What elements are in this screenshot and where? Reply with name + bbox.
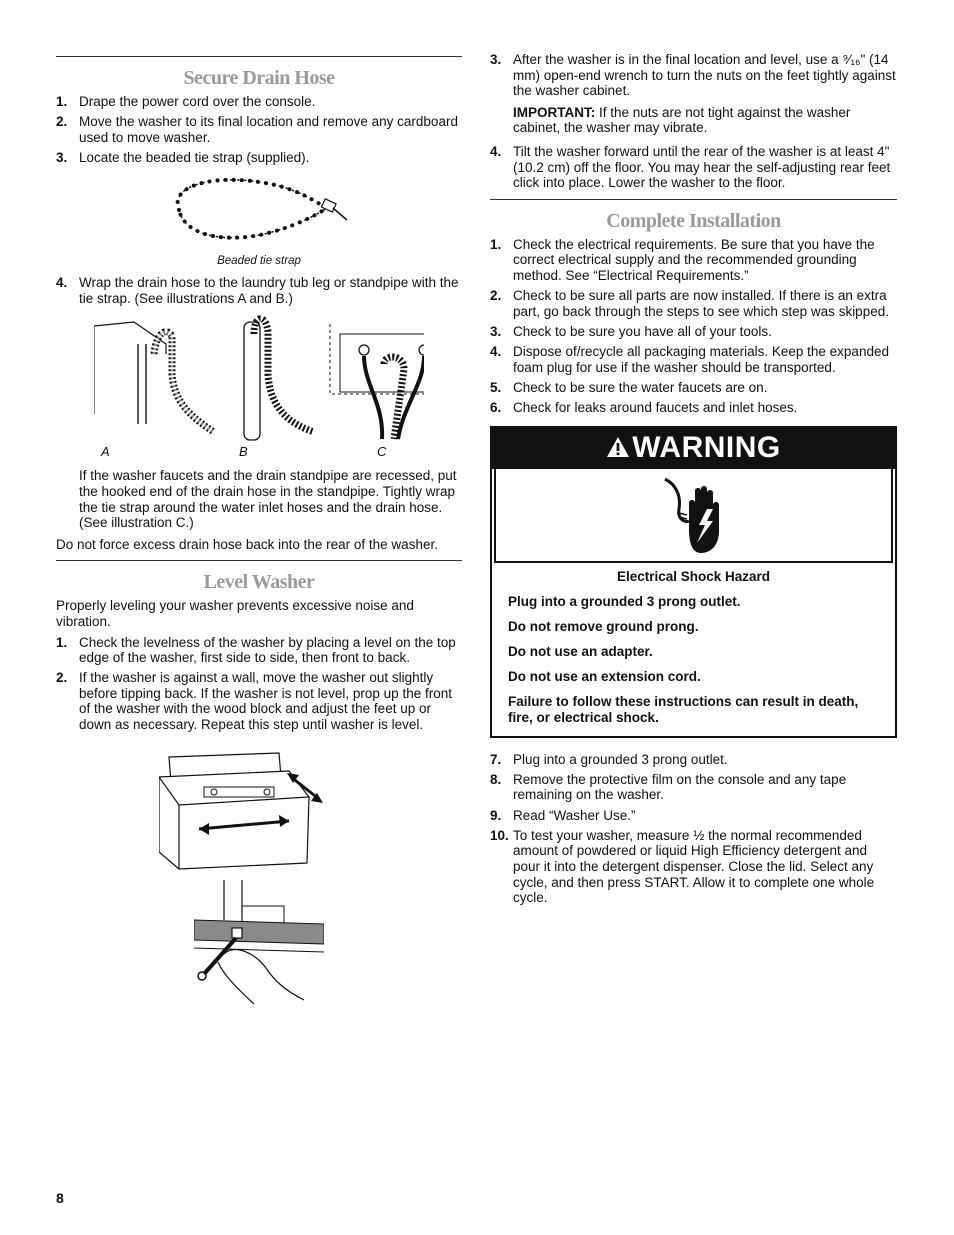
warning-box [490,426,897,738]
section-divider [56,56,462,57]
list-item: 6. Check for leaks around faucets and inlet hoses. [490,400,798,416]
list-item: 4. Wrap the drain hose to the laundry tub leg or standpipe with the tie strap. (See illustrations A and B.) [56,275,459,306]
list-item: 2. Check to be sure all parts are now installed. If there is an extra part, go back through the steps to see which step was skipped. [490,288,889,319]
tie-strap-caption: Beaded tie strap [217,255,301,268]
warning-line: Plug into a grounded 3 prong outlet. [508,593,741,609]
illustration-a [94,322,214,432]
section-title-complete-installation: Complete Installation [606,209,781,232]
electrical-shock-icon [661,475,733,557]
drain-hose-illustrations [94,314,424,444]
label-a: A [101,444,110,460]
right-column [490,52,897,910]
section-title-secure-drain-hose: Secure Drain Hose [183,67,335,89]
warning-line: Do not remove ground prong. [508,618,699,634]
level-steps-continued [490,52,897,191]
important-note: IMPORTANT: If the nuts are not tight against the washer cabinet, the washer may vibrate. [513,104,851,136]
list-item: 9. Read “Washer Use.” [490,807,636,823]
list-item: 10. To test your washer, measure ½ the normal recommended amount of powdered or liquid High Efficiency detergent and pour it into the detergent dispenser. Close the lid. Select any cycle, and then press START. Allow it to complete one whole cycle. [490,827,875,906]
list-item: 3. Locate the beaded tie strap (supplied). [56,149,310,165]
secure-steps-list [56,94,462,166]
warning-line: Do not use an adapter. [508,643,653,659]
warning-line: Failure to follow these instructions can result in death, fire, or electrical shock. [508,693,859,725]
section-title-level-washer: Level Washer [203,571,315,594]
level-steps-list [56,635,462,733]
list-item: 2. If the washer is against a wall, move the washer out slightly before tipping back. If the washer is not level, prop up the front of the washer with the wood block and adjust the feet up or down as necessary. Repeat this step until washer is level. [56,670,452,733]
list-item: 4. Dispose of/recycle all packaging materials. Keep the expanded foam plug for use if the washer should be transported. [490,344,889,375]
list-item: 1. Check the electrical requirements. Be sure that you have the correct electrical supply and the recommended grounding method. See “Electrical Requirements.” [490,236,875,283]
warning-icon-area [494,469,893,563]
left-column [56,56,462,1010]
beaded-tie-strap-illustration [159,170,359,252]
illustration-c [330,324,424,439]
warning-line: Do not use an extension cord. [508,668,701,684]
label-c: C [377,444,387,460]
illustration-b [244,319,314,440]
illustration-labels [56,444,462,464]
list-item: 7. Plug into a grounded 3 prong outlet. [490,751,728,767]
list-item: 2. Move the washer to its final location and remove any cardboard used to move washer. [56,114,458,145]
hazard-title: Electrical Shock Hazard [616,568,771,584]
list-item: 4. Tilt the washer forward until the rear of the washer is at least 4" (10.2 cm) off the floor. You may hear the self-adjusting rear feet click into place. Lower the washer to the floor. [490,143,891,191]
force-note: Do not force excess drain hose back into the rear of the washer. [56,536,438,552]
warning-body [492,563,895,736]
list-item: 1. Check the levelness of the washer by placing a level on the top edge of the washer, first side to side, then front to back. [56,634,456,666]
warning-header: WARNING [492,428,895,469]
secure-step-4 [56,275,462,306]
list-item: 5. Check to be sure the water faucets are on. [490,379,768,395]
list-item: 1. Drape the power cord over the console. [56,94,316,109]
complete-steps-list [490,237,897,416]
complete-steps-list-2 [490,752,897,906]
wrench-foot-illustration [194,880,324,1010]
list-item: 3. After the washer is in the final location and level, use a ⁹⁄₁₆" (14 mm) open-end wrench to turn the nuts on the feet tightly against the washer cabinet. IMPORTANT: If the nuts are not tight against the washer cabinet, the washer may vibrate. [490,52,896,136]
recessed-note: If the washer faucets and the drain standpipe are recessed, put the hooked end of the drain hose in the standpipe. Tightly wrap the tie strap around the water inlet hoses and the drain hose. (See illustration C.) [79,468,457,531]
warning-triangle-icon [606,436,630,458]
section-divider [490,199,897,200]
washer-level-illustration [159,747,359,872]
list-item: 8. Remove the protective film on the console and any tape remaining on the washer. [490,771,847,803]
list-item: 3. Check to be sure you have all of your tools. [490,323,772,339]
label-b: B [239,444,248,460]
section-divider [56,560,462,561]
page-number: 8 [56,1190,64,1206]
level-intro: Properly leveling your washer prevents excessive noise and vibration. [56,598,414,629]
